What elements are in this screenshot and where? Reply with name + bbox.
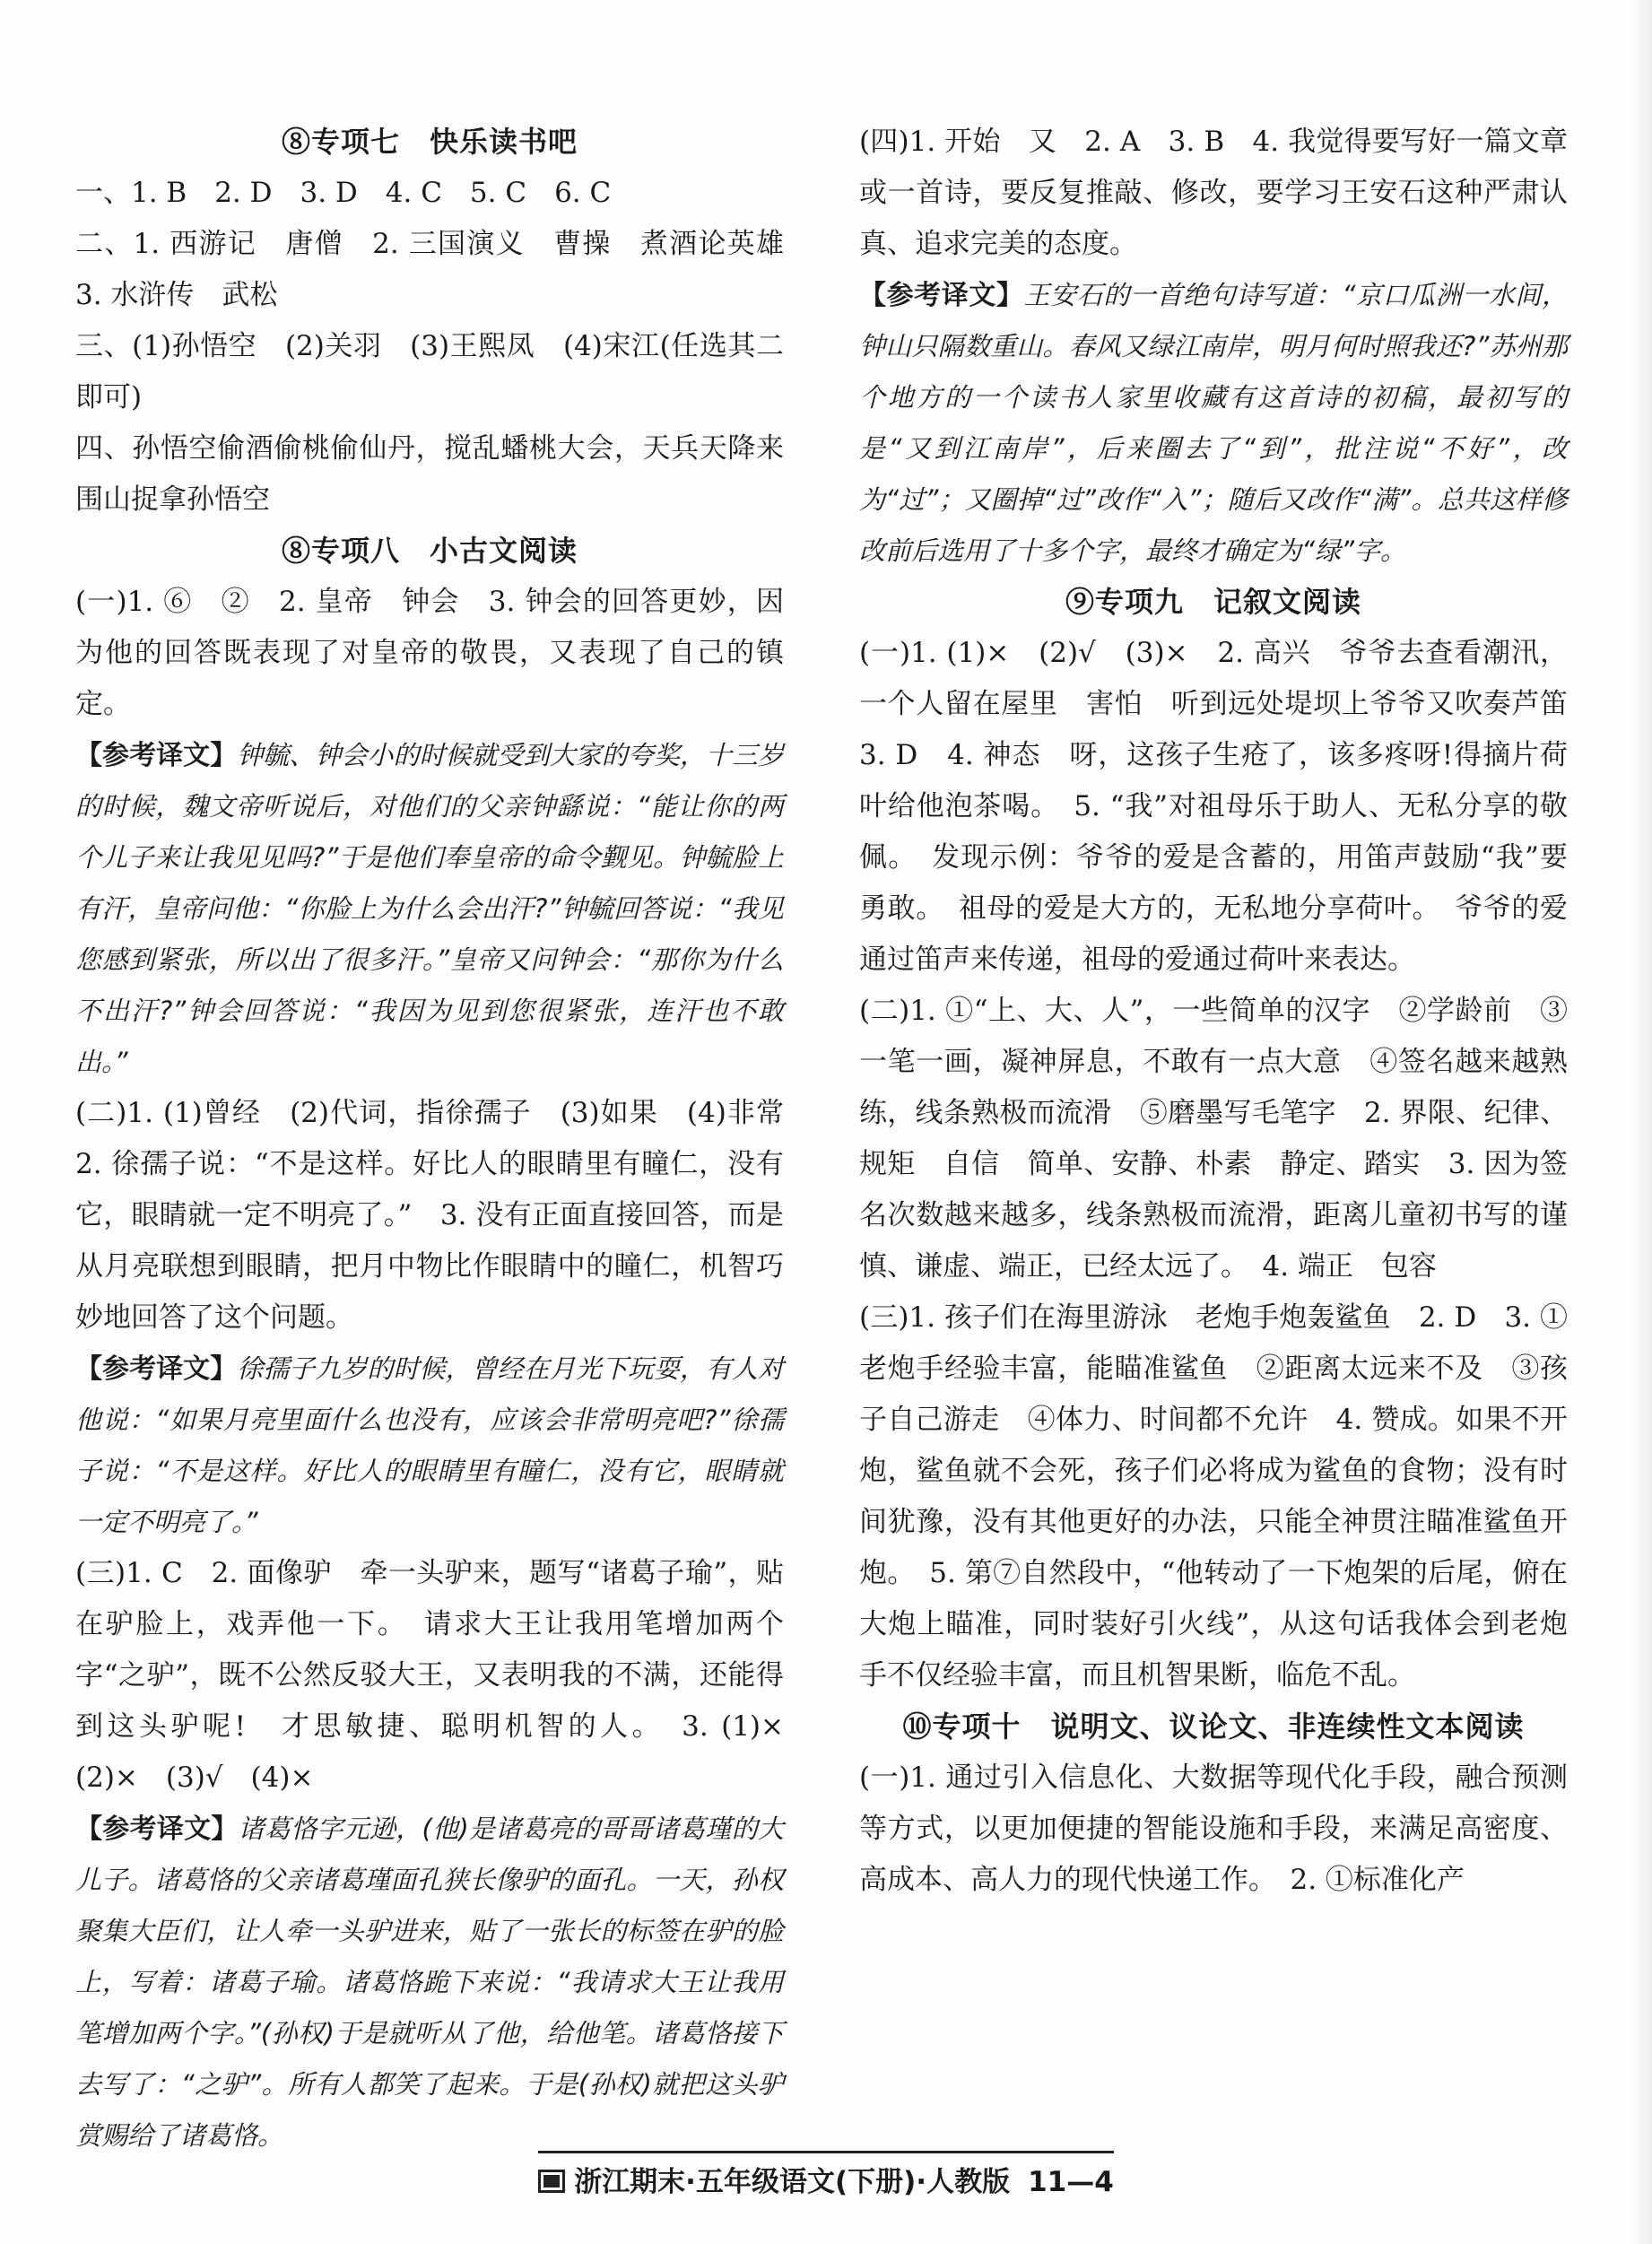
section-title-10: ⑩专项十 说明文、议论文、非连续性文本阅读 (902, 1709, 1525, 1744)
section-title-7: ⑧专项七 快乐读书吧 (281, 125, 578, 159)
translation-body: 徐孺子九岁的时候，曾经在月光下玩耍，有人对他说：“如果月亮里面什么也没有，应该会非常明亮吧?”徐孺子说：“不是这样。好比人的眼睛里有瞳仁，没有它，眼睛就一定不明亮了。” (75, 1353, 784, 1537)
translation-body: 王安石的一首绝句诗写道：“京口瓜洲一水间，钟山只隔数重山。春风又绿江南岸，明月何时照我还?”苏州那个地方的一个读书人家里收藏有这首诗的初稿，最初写的是“又到江南岸”，后来圈去了“到”，批注说“不好”，改为“过”；又圈掉“过”改作“入”；随后又改作“满”。总共这样修改前后选用了十多个字，最终才确定为“绿”字。 (859, 280, 1569, 566)
s8-part-2: (二)1. (1)曾经 (2)代词，指徐孺子 (3)如果 (4)非常 2. 徐孺子说：“不是这样。好比人的眼睛里有瞳仁，没有它，眼睛就一定不明亮了。” 3. 没有正面直接回答，而是从月亮联想到眼睛，把月中物比作眼睛中的瞳仁，机智巧妙地回答了这个问题。 (75, 1097, 812, 1334)
s9-part-3: (三)1. 孩子们在海里游泳 老炮手炮轰鲨鱼 2. D 3. ①老炮手经验丰富，能瞄准鲨鱼 ②距离太远来不及 ③孩子自己游走 ④体力、时间都不允许 4. 赞成。如果不开炮，鲨鱼就不会死，孩子们必将成为鲨鱼的食物；没有时间犹豫，没有其他更好的办法，只能全神贯注瞄准鲨鱼开炮。 5. 第⑦自然段中，“他转动了一下炮架的后尾，俯在大炮上瞄准，同时装好引火线”，从这句话我体会到老炮手不仅经验丰富，而且机智果断，临危不乱。 (859, 1301, 1568, 1692)
page-edge-shadow (1625, 0, 1652, 2244)
book-icon (538, 2170, 565, 2193)
translation-tag: 【参考译文】 (75, 1353, 238, 1385)
s8-translation-3 (75, 1804, 784, 2161)
s8-translation-2 (75, 1344, 784, 1548)
translation-tag: 【参考译文】 (75, 740, 238, 771)
section-title-9: ⑨专项九 记叙文阅读 (1065, 585, 1361, 619)
s8-part-1: (一)1. ⑥ ② 2. 皇帝 钟会 3. 钟会的回答更妙，因为他的回答既表现了对皇帝的敬畏，又表现了自己的镇定。 (75, 586, 784, 720)
s9-part-1: (一)1. (1)× (2)√ (3)× 2. 高兴 爷爷去查看潮汛，一个人留在屋里 害怕 听到远处堤坝上爷爷又吹奏芦笛 3. D 4. 神态 呀，这孩子生疮了，该多疼呀!得摘片荷叶给他泡茶喝。 5. “我”对祖母乐于助人、无私分享的敬佩。 发现示例：爷爷的爱是含蓄的，用笛声鼓励“我”要勇敢。 祖母的爱是大方的，无私地分享荷叶。 爷爷的爱通过笛声来传递，祖母的爱通过荷叶来表达。 (859, 637, 1595, 976)
s7-answer-4: 四、孙悟空偷酒偷桃偷仙丹，搅乱蟠桃大会，天兵天降来围山捉拿孙悟空 (75, 432, 784, 516)
s7-answer-2: 二、1. 西游记 唐僧 2. 三国演义 曹操 煮酒论英雄 3. 水浒传 武松 (75, 228, 812, 311)
footer-box (538, 2151, 1114, 2199)
page-number: 11—4 (1028, 2166, 1114, 2198)
s8-translation-1 (75, 730, 784, 1088)
s7-answer-1: 一、1. B 2. D 3. D 4. C 5. C 6. C (75, 177, 612, 209)
footer-title: 浙江期末·五年级语文(下册)·人教版 (574, 2166, 1011, 2198)
translation-body: 钟毓、钟会小的时候就受到大家的夸奖，十三岁的时候，魏文帝听说后，对他们的父亲钟繇说：“能让你的两个儿子来让我见见吗?”于是他们奉皇帝的命令觐见。钟毓脸上有汗，皇帝问他：“你脸上为什么会出汗?”钟毓回答说：“我见您感到紧张，所以出了很多汗。”皇帝又问钟会：“那你为什么不出汗?”钟会回答说：“我因为见到您很紧张，连汗也不敢出。” (75, 740, 784, 1077)
s7-answer-3: 三、(1)孙悟空 (2)关羽 (3)王熙凤 (4)宋江(任选其二即可) (75, 330, 784, 413)
section-title-8: ⑧专项八 小古文阅读 (281, 534, 578, 568)
left-column (75, 117, 812, 2161)
s8-part-4: (四)1. 开始 又 2. A 3. B 4. 我觉得要写好一篇文章或一首诗，要反复推敲、修改，要学习王安石这种严肃认真、追求完美的态度。 (859, 126, 1568, 260)
translation-tag: 【参考译文】 (859, 280, 1024, 311)
s9-part-2: (二)1. ①“上、大、人”，一些简单的汉字 ②学龄前 ③一笔一画，凝神屏息，不敢有一点大意 ④签名越来越熟练，线条熟极而流滑 ⑤磨墨写毛笔字 2. 界限、纪律、规矩 自信 简单、安静、朴素 静定、踏实 3. 因为签名次数越来越多，线条熟极而流滑，距离儿童初书写的谨慎、谦虚、端正，已经太远了。 4. 端正 包容 (859, 995, 1568, 1283)
s10-part-1: (一)1. 通过引入信息化、大数据等现代化手段，融合预测等方式，以更加便捷的智能设施和手段，来满足高密度、高成本、高人力的现代快递工作。 2. ①标准化产 (859, 1761, 1568, 1896)
s8-part-3: (三)1. C 2. 面像驴 牵一头驴来，题写“诸葛子瑜”，贴在驴脸上，戏弄他一下。 请求大王让我用笔增加两个字“之驴”，既不公然反驳大王，又表明我的不满，还能得到这头驴呢! 才思敏捷、聪明机智的人。 3. (1)× (2)× (3)√ (4)× (75, 1557, 812, 1794)
right-column (859, 117, 1595, 1906)
page-footer (0, 2151, 1652, 2199)
translation-tag: 【参考译文】 (75, 1813, 239, 1845)
s8-translation-4 (859, 270, 1568, 577)
translation-body: 诸葛恪字元逊，(他)是诸葛亮的哥哥诸葛瑾的大儿子。诸葛恪的父亲诸葛瑾面孔狭长像驴的面孔。一天，孙权聚集大臣们，让人牵一头驴进来，贴了一张长的标签在驴的脸上，写着：诸葛子瑜。诸葛恪跪下来说：“我请求大王让我用笔增加两个字。”(孙权)于是就听从了他，给他笔。诸葛恪接下去写了：“之驴”。所有人都笑了起来。于是(孙权)就把这头驴赏赐给了诸葛恪。 (75, 1813, 784, 2151)
